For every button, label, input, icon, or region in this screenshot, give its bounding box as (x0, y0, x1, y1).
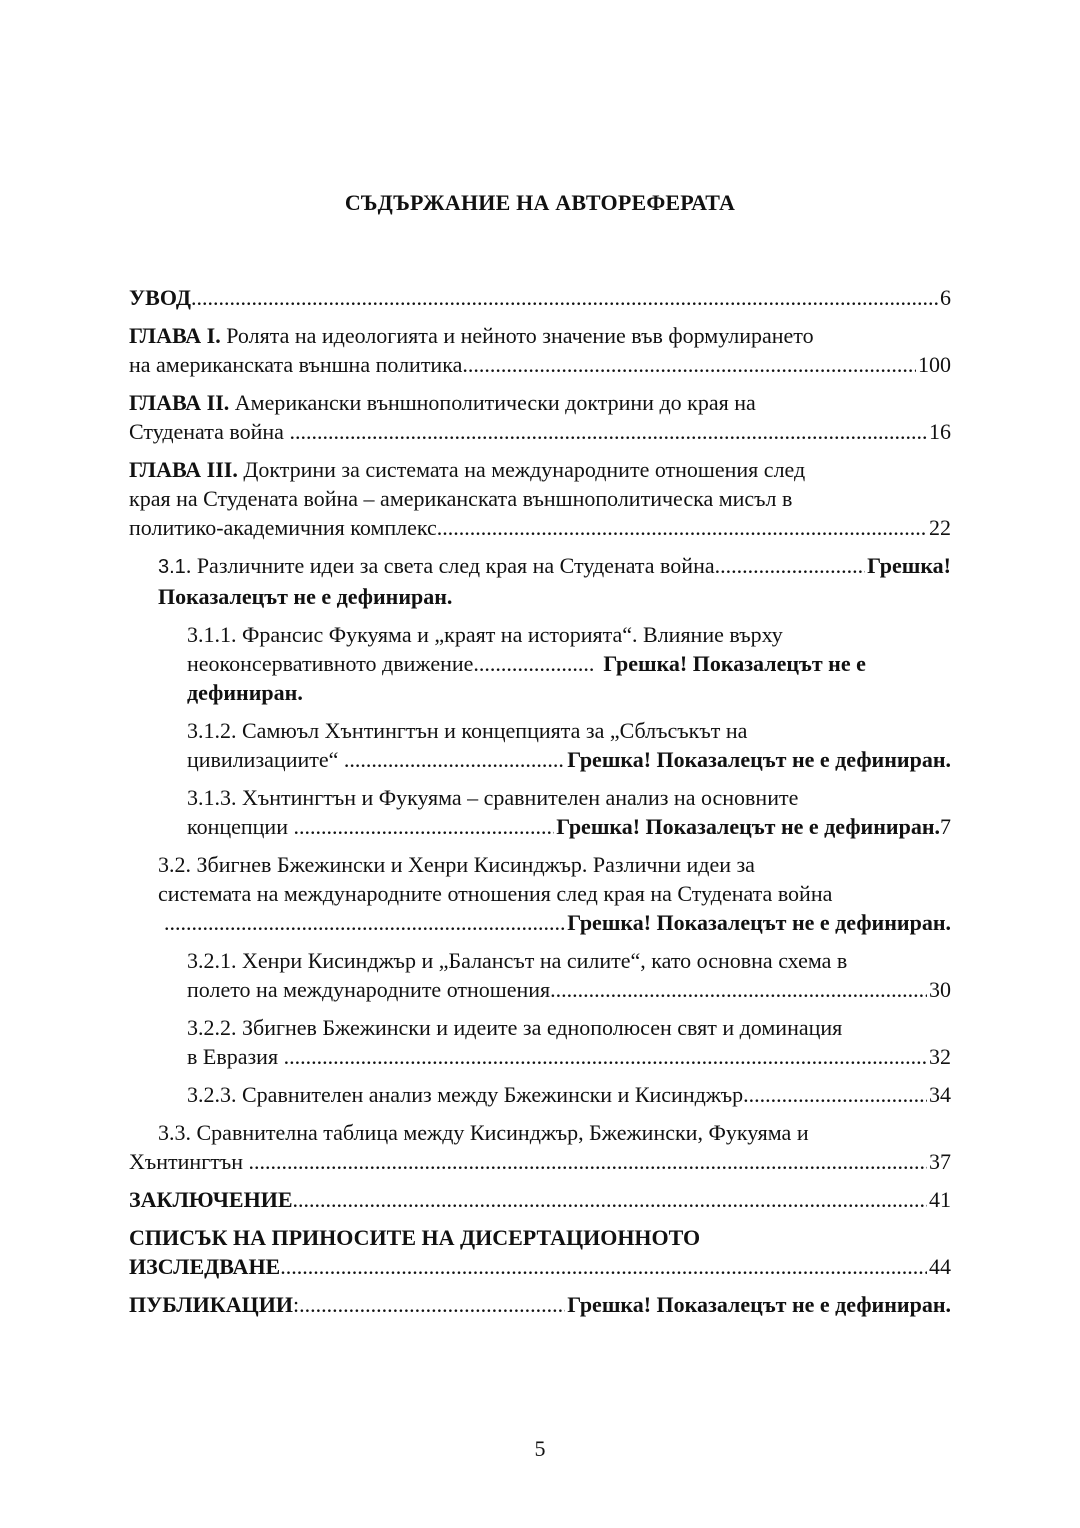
toc-entry-line: 3.2.2. Збигнев Бжежински и идеите за еднополюсен свят и доминация (187, 1015, 843, 1040)
dot-leader (249, 1147, 928, 1176)
toc-entry-section-3-1-2[interactable] (187, 716, 951, 774)
toc-entry-line (129, 388, 951, 417)
dot-leader (473, 649, 595, 678)
dot-leader (293, 1185, 928, 1214)
reference-error: Грешка! Показалецът не е дефиниран. (556, 814, 940, 839)
toc-page-number: 34 (929, 1082, 951, 1107)
dot-leader (715, 551, 866, 580)
toc-page-number: 37 (929, 1149, 951, 1174)
toc-entry-section-3-3[interactable] (129, 1118, 951, 1176)
toc-page-number: 16 (929, 419, 951, 444)
toc-entry-line: 3.2.3. Сравнителен анализ между Бжежински и Кисинджър (187, 1082, 744, 1107)
reference-error: Грешка! Показалецът не е дефиниран. (567, 747, 951, 772)
toc-entry-section-3-2[interactable] (158, 850, 951, 937)
toc-entry-line: СПИСЪК НА ПРИНОСИТЕ НА ДИСЕРТАЦИОННОТО (129, 1225, 701, 1250)
toc-entry-conclusion[interactable] (129, 1185, 951, 1214)
toc-entry-line: 3.1.3. Хънтингтън и Фукуяма – сравнителен анализ на основните (187, 785, 799, 810)
toc-entry-line: на американската външна политика (129, 352, 463, 377)
section-number: 3.1 (158, 556, 186, 578)
toc-entry-line: 3.3. Сравнителна таблица между Кисинджър, Бжежински, Фукуяма и (158, 1120, 809, 1145)
toc-entry-line: системата на международните отношения след края на Студената война (158, 881, 833, 906)
dot-leader (462, 350, 916, 379)
reference-error: Показалецът не е дефиниран. (158, 584, 453, 609)
dot-leader (299, 1290, 565, 1319)
dot-leader (280, 1252, 927, 1281)
dot-leader (191, 283, 938, 312)
dot-leader (437, 513, 927, 542)
toc-entry-line: полето на международните отношения (187, 977, 551, 1002)
toc-page-number: 100 (918, 352, 951, 377)
toc-entry-line: цивилизациите“ (187, 747, 344, 772)
reference-error: Грешка! (867, 553, 951, 578)
dot-leader (289, 417, 927, 446)
toc-page-number: 41 (929, 1187, 951, 1212)
toc-entry-section-3-2-1[interactable] (187, 946, 951, 1004)
toc-entry-section-3-1[interactable] (158, 551, 951, 611)
dot-leader (164, 908, 565, 937)
toc-entry-line: Студената война (129, 419, 290, 444)
reference-error: Грешка! Показалецът не е дефиниран. (567, 910, 951, 935)
toc-entry-colon: : (292, 1292, 300, 1317)
toc-entry-line: 3.1.2. Самюъл Хънтингтън и концепцията за „Сблъсъкът на (187, 718, 748, 743)
toc-page-number: 44 (929, 1254, 951, 1279)
toc-entry-section-3-2-3[interactable] (187, 1080, 951, 1109)
toc-entry-line: 3.1.1. Франсис Фукуяма и „краят на историята“. Влияние върху (187, 622, 783, 647)
toc-entry-line: в Евразия (187, 1044, 284, 1069)
page-number: 5 (534, 1436, 546, 1461)
toc-entry-line (158, 551, 715, 582)
toc-entry-line: неоконсервативното движение (187, 651, 474, 676)
chapter-label: ГЛАВА III. (129, 457, 238, 482)
chapter-label: ГЛАВА II. (129, 390, 230, 415)
toc-entry-line: политико-академичния комплекс (129, 515, 437, 540)
toc-entry-line: концепции (187, 814, 294, 839)
chapter-label: ГЛАВА I. (129, 323, 221, 348)
dot-leader (743, 1080, 927, 1109)
dot-leader (293, 812, 554, 841)
toc-page-number: 7 (940, 814, 951, 839)
toc-page-number: 22 (929, 515, 951, 540)
toc-entry-label: ПУБЛИКАЦИИ (129, 1292, 293, 1317)
toc-entry-line: ИЗСЛЕДВАНЕ (129, 1254, 281, 1279)
toc-page-number: 6 (940, 285, 951, 310)
reference-error: Грешка! Показалецът не е (603, 651, 866, 676)
toc-entry-line: края на Студената война – американската външнополитическа мисъл в (129, 486, 793, 511)
toc-entry-chapter-3[interactable] (129, 455, 951, 542)
dot-leader (550, 975, 927, 1004)
toc-entry-section-3-1-1[interactable] (187, 620, 951, 707)
chapter-title-part: Ролята на идеологията и нейното значение във формулирането (220, 323, 814, 348)
toc-entry-label: ЗАКЛЮЧЕНИЕ (129, 1187, 293, 1212)
toc-entry-section-3-1-3[interactable] (187, 783, 951, 841)
toc-entry-contributions[interactable] (129, 1223, 951, 1281)
toc-entry-chapter-2[interactable] (129, 388, 951, 446)
toc-entry-label: УВОД (129, 285, 191, 310)
toc-entry-line: 3.2. Збигнев Бжежински и Хенри Кисинджър. Различни идеи за (158, 852, 755, 877)
chapter-title-part: Американски външнополитически доктрини до края на (229, 390, 756, 415)
chapter-title-part: Доктрини за системата на международните отношения след (237, 457, 806, 482)
section-title: . Различните идеи за света след края на Студената война (185, 553, 715, 578)
toc-entry-line (129, 321, 951, 350)
toc-entry-intro[interactable] (129, 283, 951, 312)
dot-leader (344, 745, 565, 774)
toc-title: СЪДЪРЖАНИЕ НА АВТОРЕФЕРАТА (344, 190, 736, 215)
toc-entry-chapter-1[interactable] (129, 321, 951, 379)
reference-error: дефиниран. (187, 680, 303, 705)
reference-error: Грешка! Показалецът не е дефиниран. (567, 1292, 951, 1317)
toc-entry-section-3-2-2[interactable] (187, 1013, 951, 1071)
toc-page-number: 30 (929, 977, 951, 1002)
toc-entry-line (129, 455, 951, 484)
dot-leader (284, 1042, 927, 1071)
toc-entry-publications[interactable] (129, 1290, 951, 1319)
toc-entry-line: Хънтингтън (129, 1149, 249, 1174)
toc-entry-line: 3.2.1. Хенри Кисинджър и „Балансът на силите“, като основна схема в (187, 948, 848, 973)
toc-page-number: 32 (929, 1044, 951, 1069)
table-of-contents (129, 283, 951, 1328)
